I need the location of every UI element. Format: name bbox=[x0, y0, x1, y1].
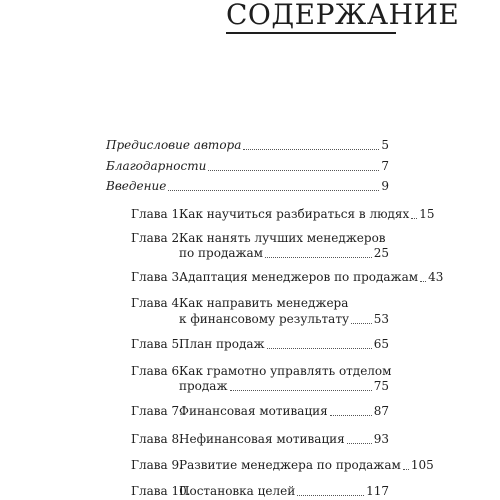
dot-leader bbox=[347, 443, 372, 444]
toc-page-number: 25 bbox=[373, 246, 389, 260]
dot-leader bbox=[230, 390, 372, 391]
toc-page-number: 9 bbox=[381, 179, 389, 193]
dot-leader bbox=[208, 170, 379, 171]
toc-line bbox=[179, 456, 434, 474]
toc-page-number: 15 bbox=[419, 207, 435, 221]
chapter-number: Глава 5. bbox=[131, 337, 183, 351]
toc-entry-label: Как грамотно управлять отделом bbox=[179, 364, 392, 378]
toc-page-number: 75 bbox=[373, 379, 389, 393]
toc-line bbox=[106, 157, 389, 175]
toc-entry-preface bbox=[0, 136, 500, 154]
toc-page-number: 43 bbox=[428, 270, 444, 284]
chapter-number: Глава 8. bbox=[131, 432, 183, 446]
toc-page-number: 5 bbox=[381, 138, 389, 152]
toc-entry-label: Финансовая мотивация bbox=[179, 404, 328, 418]
chapter-number: Глава 2. bbox=[131, 231, 183, 245]
toc-entry-label: План продаж bbox=[179, 337, 265, 351]
toc-line bbox=[179, 310, 389, 328]
toc-entry-chapter-9 bbox=[0, 456, 500, 474]
toc-page-number: 93 bbox=[373, 432, 389, 446]
toc-entry-label: Как нанять лучших менеджеров bbox=[179, 231, 386, 245]
toc-page-number: 53 bbox=[373, 312, 389, 326]
toc-entry-chapter-2-cont bbox=[0, 244, 500, 262]
dot-leader bbox=[243, 149, 379, 150]
toc-page-number: 87 bbox=[373, 404, 389, 418]
toc-entry-label: Благодарности bbox=[106, 159, 207, 173]
toc-line bbox=[179, 430, 389, 448]
toc-entry-introduction bbox=[0, 177, 500, 195]
toc-entry-label: Введение bbox=[106, 179, 167, 193]
toc-page-number: 105 bbox=[410, 458, 434, 472]
page-title: СОДЕРЖАНИЕ bbox=[226, 0, 460, 31]
dot-leader bbox=[330, 415, 372, 416]
toc-entry-chapter-5 bbox=[0, 335, 500, 353]
toc-page-number: 7 bbox=[381, 159, 389, 173]
toc-line bbox=[179, 268, 444, 286]
dot-leader bbox=[351, 323, 372, 324]
toc-entry-chapter-7 bbox=[0, 402, 500, 420]
toc-line bbox=[179, 377, 389, 395]
dot-leader bbox=[297, 495, 364, 496]
toc-entry-label-cont: по продажам bbox=[179, 246, 264, 260]
dot-leader bbox=[265, 257, 372, 258]
dot-leader bbox=[168, 190, 379, 191]
toc-entry-label: Развитие менеджера по продажам bbox=[179, 458, 401, 472]
toc-line bbox=[179, 244, 389, 262]
toc-page-number: 117 bbox=[366, 484, 389, 498]
toc-entry-chapter-3 bbox=[0, 268, 500, 286]
toc-line bbox=[179, 335, 389, 353]
chapter-number: Глава 7. bbox=[131, 404, 183, 418]
chapter-number: Глава 1. bbox=[131, 207, 183, 221]
toc-entry-label: Адаптация менеджеров по продажам bbox=[179, 270, 419, 284]
toc-entry-label-cont: продаж bbox=[179, 379, 228, 393]
chapter-number: Глава 4. bbox=[131, 296, 183, 310]
toc-line bbox=[106, 177, 389, 195]
toc-entry-label: Как научиться разбираться в людях bbox=[179, 207, 410, 221]
title-underline bbox=[226, 32, 396, 34]
toc-line bbox=[179, 482, 389, 500]
toc-entry-label: Как направить менеджера bbox=[179, 296, 349, 310]
toc-entry-chapter-4-cont bbox=[0, 310, 500, 328]
toc-page-number: 65 bbox=[373, 337, 389, 351]
chapter-number: Глава 10. bbox=[131, 484, 191, 498]
toc-line bbox=[179, 402, 389, 420]
toc-entry-chapter-1 bbox=[0, 205, 500, 223]
toc-entry-label: Нефинансовая мотивация bbox=[179, 432, 345, 446]
toc-entry-chapter-6-cont bbox=[0, 377, 500, 395]
chapter-number: Глава 6. bbox=[131, 364, 183, 378]
dot-leader bbox=[403, 469, 409, 470]
toc-entry-chapter-8 bbox=[0, 430, 500, 448]
dot-leader bbox=[267, 348, 372, 349]
toc-entry-chapter-10 bbox=[0, 482, 500, 500]
toc-entry-label: Предисловие автора bbox=[106, 138, 242, 152]
chapter-number: Глава 3. bbox=[131, 270, 183, 284]
dot-leader bbox=[411, 218, 417, 219]
chapter-number: Глава 9. bbox=[131, 458, 183, 472]
toc-line bbox=[179, 205, 435, 223]
dot-leader bbox=[420, 281, 426, 282]
toc-entry-acknowledgements bbox=[0, 157, 500, 175]
toc-line bbox=[106, 136, 389, 154]
toc-entry-label: Постановка целей bbox=[179, 484, 296, 498]
toc-entry-label-cont: к финансовому результату bbox=[179, 312, 350, 326]
